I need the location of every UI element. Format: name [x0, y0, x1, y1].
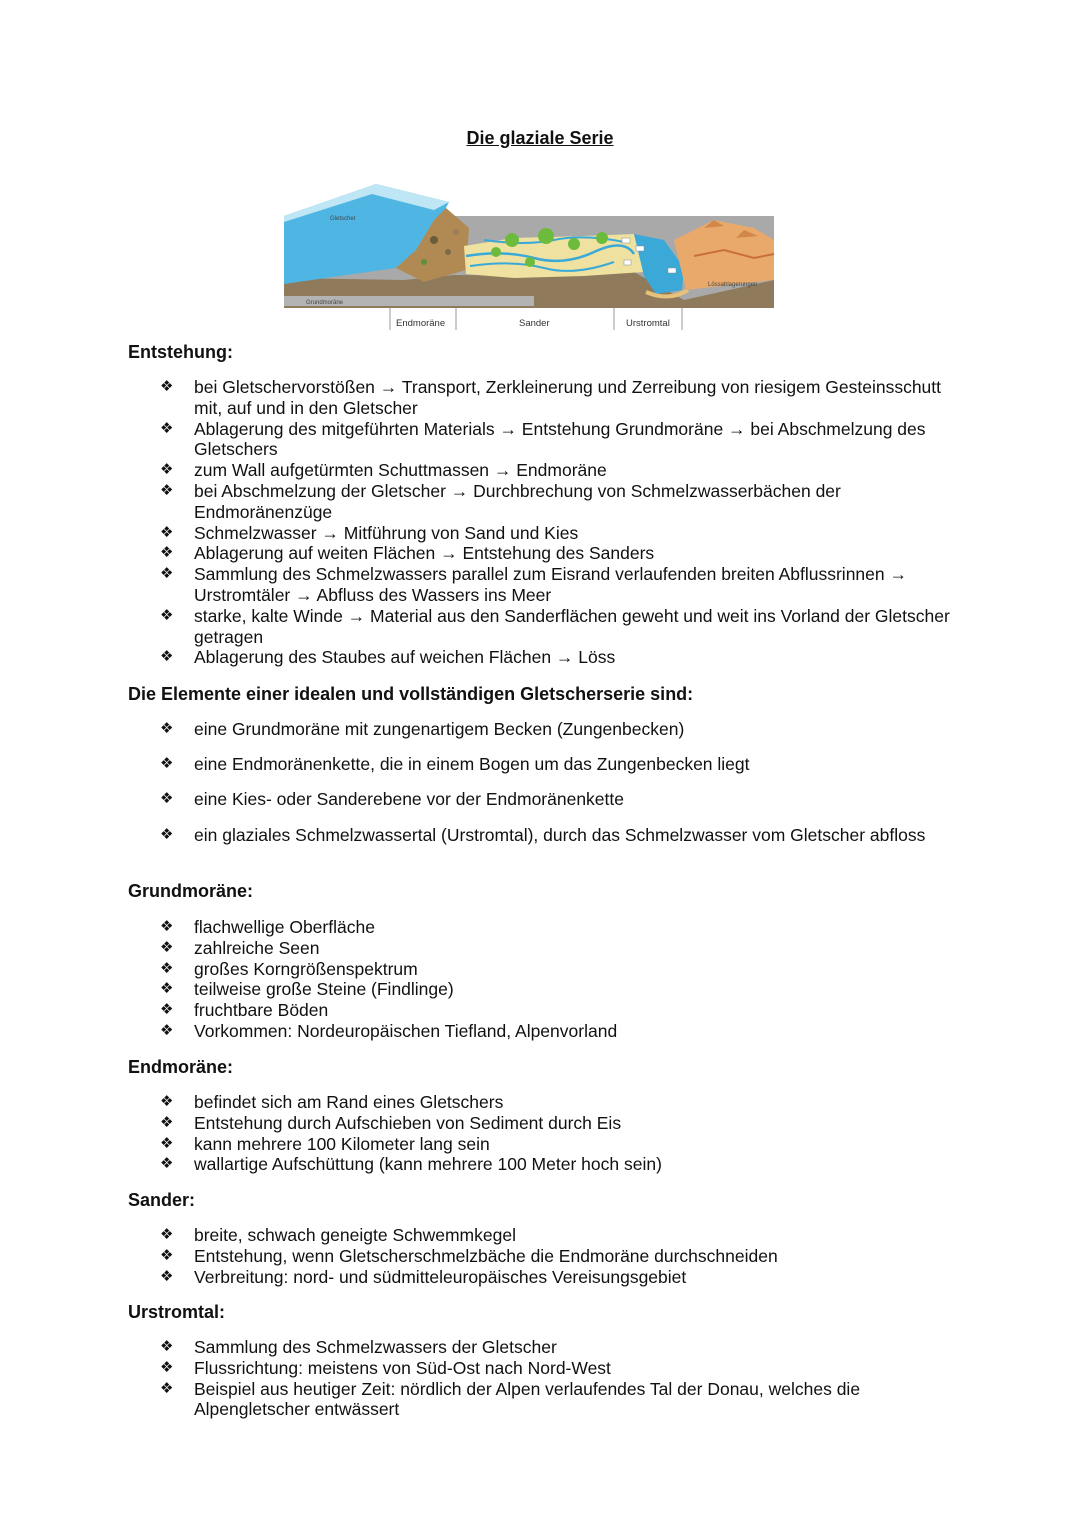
glacial-series-illustration	[284, 180, 784, 332]
label-urstromtal: Urstromtal	[626, 318, 670, 329]
list-item-text: starke, kalte Winde → Material aus den Sanderflächen geweht und weit ins Vorland der Gletscher getragen	[194, 605, 950, 647]
list-item-text: teilweise große Steine (Findlinge)	[194, 979, 454, 1000]
list-item	[160, 719, 950, 740]
list-item	[160, 1267, 950, 1288]
list-item-text: fruchtbare Böden	[194, 1000, 329, 1021]
list-item	[160, 543, 950, 564]
list-elemente	[160, 719, 950, 860]
bullet-icon: ❖	[160, 1093, 174, 1110]
list-item-text: Entstehung, wenn Gletscherschmelzbäche die Endmoräne durchschneiden	[194, 1245, 778, 1266]
list-item	[160, 754, 950, 775]
list-item	[160, 564, 950, 606]
label-grundmoraene: Grundmoräne	[306, 300, 344, 306]
bullet-icon: ❖	[160, 1226, 174, 1243]
bullet-icon: ❖	[160, 1246, 174, 1264]
list-item-text: Sammlung des Schmelzwassers parallel zum Eisrand verlaufenden breiten Abflussrinnen → Urstromtäler → Abfluss des Wassers ins Meer	[194, 564, 907, 605]
list-item-text: Ablagerung auf weiten Flächen → Entstehung des Sanders	[194, 543, 655, 564]
heading-endmoraene: Endmoräne:	[128, 1057, 234, 1077]
list-item	[160, 481, 950, 523]
bullet-icon: ❖	[160, 1001, 174, 1019]
list-item	[160, 606, 950, 648]
list-item	[160, 1379, 950, 1421]
list-item	[160, 460, 950, 481]
list-item-text: breite, schwach geneigte Schwemmkegel	[194, 1225, 516, 1245]
list-item	[160, 938, 950, 959]
list-item	[160, 1113, 950, 1134]
list-item	[160, 1000, 950, 1021]
bullet-icon: ❖	[160, 1358, 174, 1376]
list-item-text: eine Endmoränenkette, die in einem Bogen um das Zungenbecken liegt	[194, 754, 750, 775]
heading-sander: Sander:	[128, 1190, 196, 1210]
list-item-text: befindet sich am Rand eines Gletschers	[194, 1092, 504, 1112]
list-item	[160, 1358, 950, 1379]
heading-grundmoraene: Grundmoräne:	[128, 881, 254, 901]
bullet-icon: ❖	[160, 1021, 174, 1039]
bullet-icon: ❖	[160, 918, 174, 935]
list-item	[160, 825, 950, 846]
list-item	[160, 1021, 950, 1042]
list-item-text: Schmelzwasser → Mitführung von Sand und Kies	[194, 522, 579, 543]
list-item	[160, 523, 950, 544]
bullet-icon: ❖	[160, 461, 174, 479]
list-entstehung	[160, 377, 950, 668]
list-item-text: bei Abschmelzung der Gletscher → Durchbrechung von Schmelzwasserbächen der Endmoränenzüge	[194, 480, 841, 522]
bullet-icon: ❖	[160, 523, 174, 541]
heading-urstromtal: Urstromtal:	[128, 1302, 226, 1322]
bullet-icon: ❖	[160, 1379, 174, 1397]
label-gletscher: Gletscher	[330, 216, 356, 222]
bullet-icon: ❖	[160, 720, 174, 737]
list-item-text: Sammlung des Schmelzwassers der Gletscher	[194, 1337, 557, 1357]
bullet-icon: ❖	[160, 755, 174, 773]
list-item	[160, 789, 950, 810]
list-item-text: kann mehrere 100 Kilometer lang sein	[194, 1133, 490, 1154]
bullet-icon: ❖	[160, 1155, 174, 1173]
bullet-icon: ❖	[160, 544, 174, 562]
list-item-text: Verbreitung: nord- und südmitteleuropäisches Vereisungsgebiet	[194, 1266, 687, 1287]
bullet-icon: ❖	[160, 980, 174, 998]
bullet-icon: ❖	[160, 378, 174, 395]
bullet-icon: ❖	[160, 1338, 174, 1355]
list-item	[160, 647, 950, 668]
list-item	[160, 1092, 950, 1113]
glacial-series-diagram	[284, 180, 784, 332]
list-grundmoraene	[160, 917, 950, 1042]
list-item-text: wallartige Aufschüttung (kann mehrere 100 Meter hoch sein)	[194, 1154, 662, 1175]
list-item-text: Entstehung durch Aufschieben von Sediment durch Eis	[194, 1112, 622, 1133]
bullet-icon: ❖	[160, 790, 174, 808]
bullet-icon: ❖	[160, 959, 174, 977]
list-item-text: zahlreiche Seen	[194, 937, 320, 958]
list-item	[160, 1337, 950, 1358]
list-item-text: eine Grundmoräne mit zungenartigem Becken (Zungenbecken)	[194, 719, 685, 739]
list-item-text: Flussrichtung: meistens von Süd-Ost nach Nord-West	[194, 1357, 611, 1378]
bullet-icon: ❖	[160, 1113, 174, 1131]
list-item-text: Vorkommen: Nordeuropäischen Tiefland, Alpenvorland	[194, 1020, 618, 1041]
list-sander	[160, 1225, 950, 1287]
list-item-text: ein glaziales Schmelzwassertal (Urstromtal), durch das Schmelzwasser vom Gletscher abfloss	[194, 824, 926, 845]
bullet-icon: ❖	[160, 1134, 174, 1152]
list-item	[160, 1225, 950, 1246]
label-loess: Lössablagerungen	[708, 282, 758, 288]
bullet-icon: ❖	[160, 565, 174, 583]
list-item	[160, 1134, 950, 1155]
bullet-icon: ❖	[160, 825, 174, 843]
page-title: Die glaziale Serie	[466, 128, 614, 148]
bullet-icon: ❖	[160, 481, 174, 499]
heading-elemente: Die Elemente einer idealen und vollständigen Gletscherserie sind:	[128, 684, 694, 704]
bullet-icon: ❖	[160, 938, 174, 956]
list-item-text: Ablagerung des Staubes auf weichen Flächen → Löss	[194, 647, 616, 668]
list-endmoraene	[160, 1092, 950, 1175]
label-endmoraene: Endmoräne	[396, 318, 446, 329]
list-item	[160, 979, 950, 1000]
list-item	[160, 959, 950, 980]
list-item-text: Ablagerung des mitgeführten Materials → Entstehung Grundmoräne → bei Abschmelzung des Gletschers	[194, 418, 926, 460]
heading-entstehung: Entstehung:	[128, 342, 233, 362]
list-item-text: Beispiel aus heutiger Zeit: nördlich der Alpen verlaufendes Tal der Donau, welches die Alpengletscher entwässert	[194, 1378, 861, 1420]
bullet-icon: ❖	[160, 419, 174, 437]
bullet-icon: ❖	[160, 648, 174, 666]
bullet-icon: ❖	[160, 1267, 174, 1285]
list-item	[160, 419, 950, 461]
label-sander: Sander	[519, 318, 550, 329]
list-item	[160, 377, 950, 419]
list-item-text: eine Kies- oder Sanderebene vor der Endmoränenkette	[194, 789, 624, 810]
list-item-text: bei Gletschervorstößen → Transport, Zerkleinerung und Zerreibung von riesigem Gesteinsschutt mit, auf und in den Gletscher	[194, 377, 942, 418]
list-item	[160, 917, 950, 938]
bullet-icon: ❖	[160, 606, 174, 624]
list-item-text: großes Korngrößenspektrum	[194, 958, 418, 979]
list-urstromtal	[160, 1337, 950, 1420]
list-item-text: flachwellige Oberfläche	[194, 917, 375, 937]
list-item	[160, 1246, 950, 1267]
list-item-text: zum Wall aufgetürmten Schuttmassen → Endmoräne	[194, 460, 607, 481]
list-item	[160, 1154, 950, 1175]
